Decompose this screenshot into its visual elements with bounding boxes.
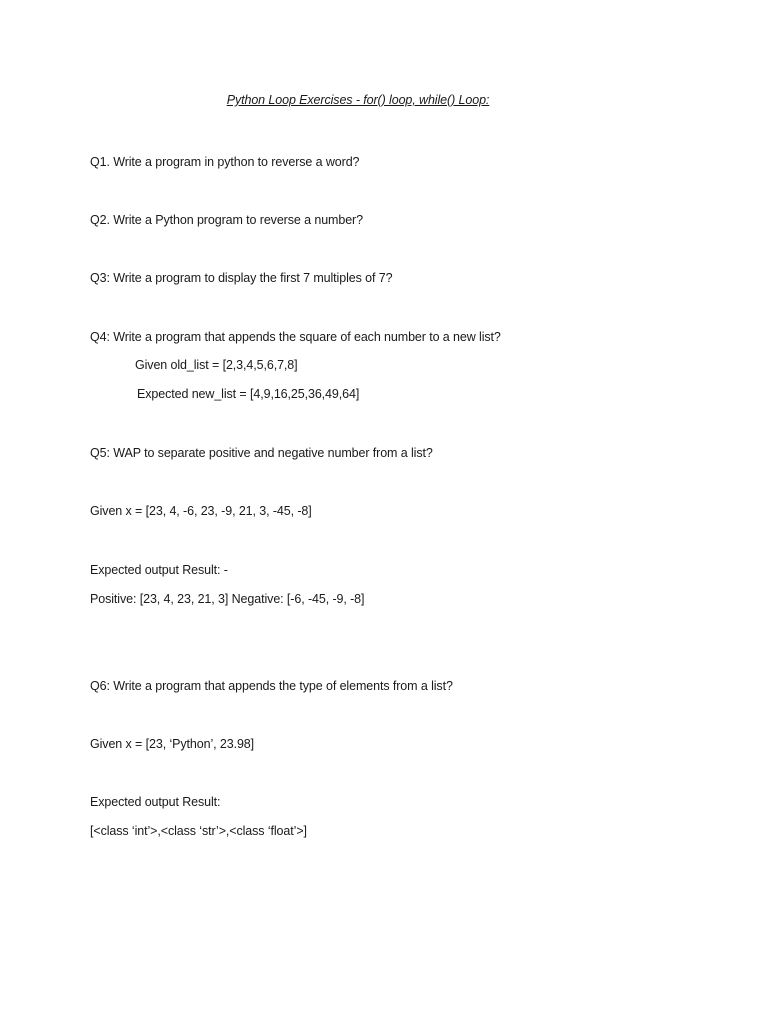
question-5-given: Given x = [23, 4, -6, 23, -9, 21, 3, -45, -8] (90, 504, 312, 518)
question-2: Q2. Write a Python program to reverse a number? (90, 213, 363, 227)
question-6-expected: [<class ‘int’>,<class ‘str’>,<class ‘float’>] (90, 824, 307, 838)
question-4-expected: Expected new_list = [4,9,16,25,36,49,64] (137, 387, 360, 401)
question-5-expected-label: Expected output Result: - (90, 563, 228, 577)
question-6-given: Given x = [23, ‘Python’, 23.98] (90, 737, 255, 751)
document-title: Python Loop Exercises - for() loop, while() Loop: (226, 93, 490, 107)
question-3: Q3: Write a program to display the first 7 multiples of 7? (90, 271, 393, 285)
question-5: Q5: WAP to separate positive and negative number from a list? (90, 446, 433, 460)
question-4: Q4: Write a program that appends the square of each number to a new list? (90, 330, 501, 344)
question-1: Q1. Write a program in python to reverse a word? (90, 155, 360, 169)
question-5-expected: Positive: [23, 4, 23, 21, 3] Negative: [-6, -45, -9, -8] (90, 592, 365, 606)
question-6-expected-label: Expected output Result: (90, 795, 221, 809)
question-4-given: Given old_list = [2,3,4,5,6,7,8] (135, 358, 298, 372)
question-6: Q6: Write a program that appends the type of elements from a list? (90, 679, 453, 693)
